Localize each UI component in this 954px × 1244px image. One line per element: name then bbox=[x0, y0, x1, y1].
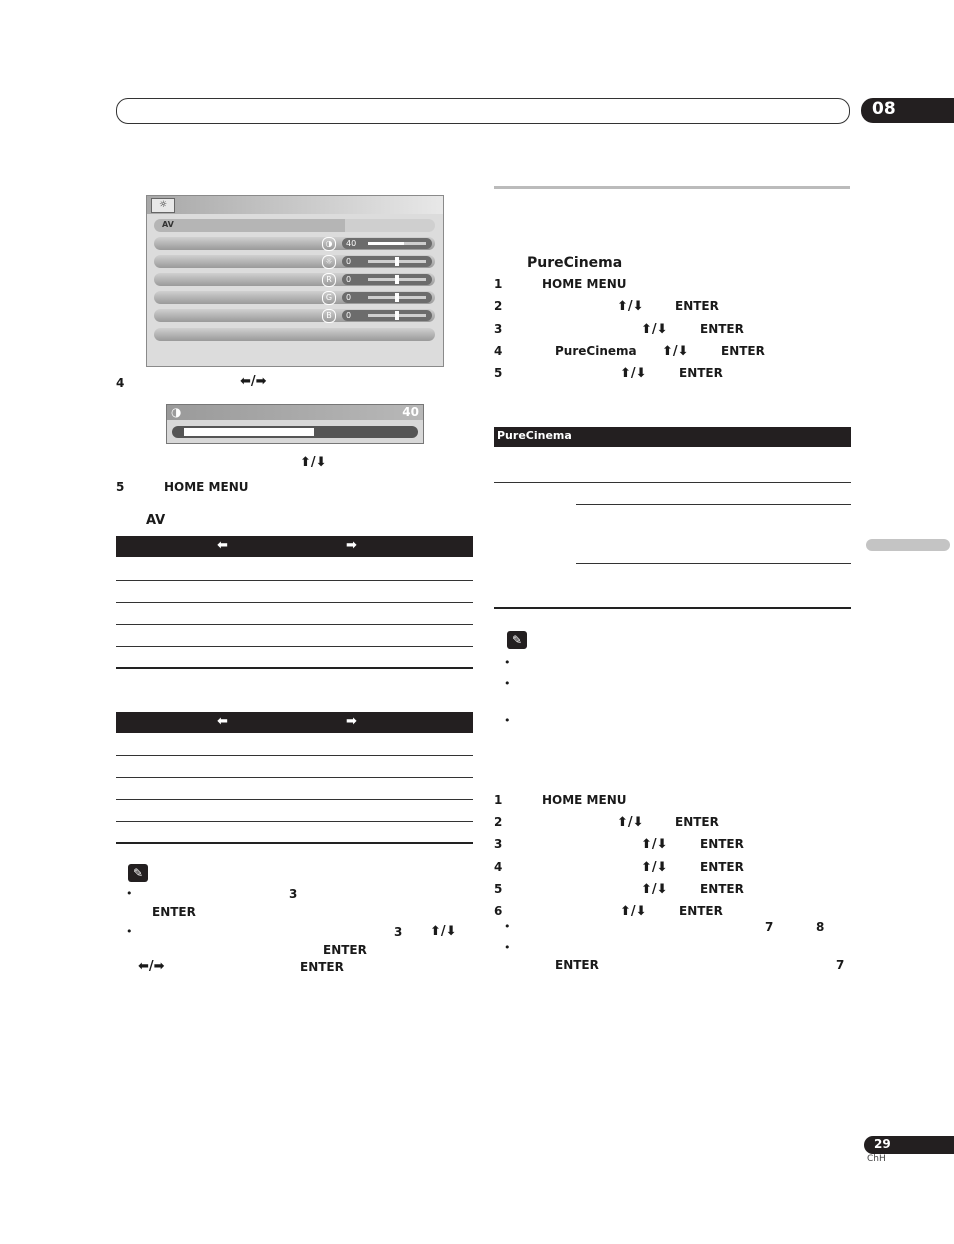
menu-row-valuebox bbox=[342, 292, 432, 303]
adjust-bar-value: 40 bbox=[402, 405, 419, 419]
menu-row-value: 0 bbox=[346, 293, 352, 302]
menu-row-valuebox bbox=[342, 274, 432, 285]
menu-row-slider bbox=[368, 296, 426, 299]
bullet-dot: • bbox=[504, 656, 511, 669]
bullet-dot: • bbox=[126, 925, 133, 938]
home-menu-key: HOME MENU bbox=[164, 480, 249, 494]
menu-row-slider bbox=[368, 314, 426, 317]
purecinema-table-title: PureCinema bbox=[497, 429, 572, 442]
av-heading: AV bbox=[146, 513, 166, 528]
table2-rule bbox=[116, 799, 473, 800]
step-number: 3 bbox=[494, 837, 503, 852]
menu-row-slider-thumb bbox=[395, 257, 399, 266]
side-tab bbox=[866, 539, 950, 551]
picture-menu-screenshot bbox=[146, 195, 444, 367]
header-frame bbox=[116, 98, 850, 124]
menu-row-valuebox bbox=[342, 256, 432, 267]
table2-rule bbox=[116, 821, 473, 822]
menu-title-bar bbox=[147, 196, 443, 214]
menu-av-label: AV bbox=[162, 220, 174, 229]
up-down-arrows-icon: ⬆/⬇ bbox=[641, 859, 668, 875]
bullet-dot: • bbox=[126, 887, 133, 900]
menu-row bbox=[154, 255, 435, 268]
enter-key: ENTER bbox=[679, 366, 723, 381]
step-ref: 7 bbox=[836, 958, 845, 972]
section-rule bbox=[494, 186, 850, 189]
menu-empty-row bbox=[154, 328, 435, 341]
chapter-number: 08 bbox=[872, 99, 896, 119]
enter-key: ENTER bbox=[721, 343, 765, 358]
enter-key: ENTER bbox=[152, 905, 196, 919]
purecinema-table-rule bbox=[576, 504, 851, 505]
enter-key: ENTER bbox=[300, 960, 344, 974]
table1-rule bbox=[116, 602, 473, 603]
up-down-arrows-icon: ⬆/⬇ bbox=[641, 881, 668, 897]
step-ref: 7 bbox=[765, 920, 774, 934]
picture-menu-icon: ☼ bbox=[151, 198, 175, 213]
table2-rule bbox=[116, 755, 473, 756]
purecinema-table-bottom-rule bbox=[494, 607, 851, 609]
table1-header bbox=[116, 536, 473, 557]
purecinema-heading: PureCinema bbox=[527, 255, 623, 271]
step-number: 3 bbox=[494, 321, 503, 336]
right-arrow-icon: ➡ bbox=[346, 538, 357, 553]
table1-rule bbox=[116, 580, 473, 581]
menu-row bbox=[154, 273, 435, 286]
left-right-arrows-icon: ⬅/➡ bbox=[138, 959, 165, 974]
table2-rule bbox=[116, 777, 473, 778]
step-number: 1 bbox=[494, 277, 503, 291]
home-menu-key: HOME MENU bbox=[542, 793, 627, 807]
step-number: 4 bbox=[494, 343, 503, 358]
blue-icon: B bbox=[322, 309, 336, 323]
page-number-tab bbox=[864, 1136, 954, 1154]
menu-row-slider-thumb bbox=[395, 311, 399, 320]
enter-key: ENTER bbox=[700, 881, 744, 896]
table2-bottom-rule bbox=[116, 842, 473, 844]
menu-av-tab bbox=[154, 219, 435, 232]
up-down-arrows-icon: ⬆/⬇ bbox=[617, 815, 644, 831]
home-menu-key: HOME MENU bbox=[542, 277, 627, 291]
enter-key: ENTER bbox=[555, 958, 599, 972]
menu-row bbox=[154, 237, 435, 250]
enter-key: ENTER bbox=[700, 837, 744, 852]
menu-row-value: 0 bbox=[346, 275, 352, 284]
contrast-icon: ◑ bbox=[171, 405, 182, 419]
enter-key: ENTER bbox=[700, 321, 744, 336]
bullet-dot: • bbox=[504, 941, 511, 954]
purecinema-table-header bbox=[494, 427, 851, 447]
note-step-ref: 3 bbox=[289, 887, 298, 901]
table1-rule bbox=[116, 646, 473, 647]
bullet-dot: • bbox=[504, 920, 511, 933]
menu-row-slider bbox=[368, 260, 426, 263]
adjust-bar-fill bbox=[184, 428, 314, 436]
table2-header bbox=[116, 712, 473, 733]
left-arrow-icon: ⬅ bbox=[217, 714, 228, 729]
adjust-bar-track bbox=[172, 426, 418, 438]
up-down-arrows-icon: ⬆/⬇ bbox=[662, 343, 689, 359]
left-right-arrows-icon: ⬅/➡ bbox=[240, 374, 267, 389]
up-down-arrows-icon: ⬆/⬇ bbox=[641, 837, 668, 853]
step-ref: 8 bbox=[816, 920, 825, 934]
note-icon: ✎ bbox=[507, 631, 527, 649]
enter-key: ENTER bbox=[675, 815, 719, 830]
menu-row-slider bbox=[368, 242, 426, 245]
note-step-ref: 3 bbox=[394, 925, 403, 939]
menu-row-value: 0 bbox=[346, 257, 352, 266]
step-number: 4 bbox=[494, 859, 503, 874]
bullet-dot: • bbox=[504, 677, 511, 690]
step-number: 5 bbox=[494, 366, 503, 381]
left-step4-number: 4 bbox=[116, 376, 125, 390]
menu-row bbox=[154, 309, 435, 322]
table1-bottom-rule bbox=[116, 667, 473, 669]
up-down-arrows-icon: ⬆/⬇ bbox=[617, 299, 644, 315]
menu-row-slider-thumb bbox=[395, 275, 399, 284]
step-number: 5 bbox=[494, 881, 503, 896]
up-down-arrows-icon: ⬆/⬇ bbox=[300, 455, 327, 470]
page-number: 29 bbox=[874, 1137, 891, 1151]
enter-key: ENTER bbox=[700, 859, 744, 874]
menu-row-value: 40 bbox=[346, 239, 357, 248]
menu-row-slider-fill bbox=[368, 242, 404, 245]
green-icon: G bbox=[322, 291, 336, 305]
enter-key: ENTER bbox=[323, 943, 367, 957]
menu-row-valuebox bbox=[342, 310, 432, 321]
menu-row-valuebox bbox=[342, 238, 432, 249]
purecinema-table-rule bbox=[576, 563, 851, 564]
step-number: 1 bbox=[494, 793, 503, 807]
adjust-bar-header bbox=[167, 405, 423, 420]
menu-row-value: 0 bbox=[346, 311, 352, 320]
contrast-icon: ◑ bbox=[322, 237, 336, 251]
purecinema-table-rule bbox=[494, 482, 851, 483]
brightness-icon: ☼ bbox=[322, 255, 336, 269]
menu-row-slider bbox=[368, 278, 426, 281]
chapter-tab bbox=[861, 98, 954, 123]
step-number: 2 bbox=[494, 815, 503, 830]
step-number: 2 bbox=[494, 299, 503, 314]
up-down-arrows-icon: ⬆/⬇ bbox=[620, 366, 647, 382]
left-arrow-icon: ⬅ bbox=[217, 538, 228, 553]
enter-key: ENTER bbox=[679, 904, 723, 918]
language-code: ChH bbox=[867, 1154, 886, 1164]
enter-key: ENTER bbox=[675, 299, 719, 314]
note-icon: ✎ bbox=[128, 864, 148, 882]
right-arrow-icon: ➡ bbox=[346, 714, 357, 729]
menu-row-slider-thumb bbox=[395, 293, 399, 302]
left-step5-number: 5 bbox=[116, 480, 125, 494]
red-icon: R bbox=[322, 273, 336, 287]
purecinema-term: PureCinema bbox=[555, 343, 637, 358]
bullet-dot: • bbox=[504, 714, 511, 727]
adjust-bar-screenshot bbox=[166, 404, 424, 444]
up-down-arrows-icon: ⬆/⬇ bbox=[641, 321, 668, 337]
step-number: 6 bbox=[494, 904, 503, 918]
up-down-arrows-icon: ⬆/⬇ bbox=[620, 904, 647, 919]
menu-row bbox=[154, 291, 435, 304]
table1-rule bbox=[116, 624, 473, 625]
up-down-arrows-icon: ⬆/⬇ bbox=[430, 924, 457, 939]
